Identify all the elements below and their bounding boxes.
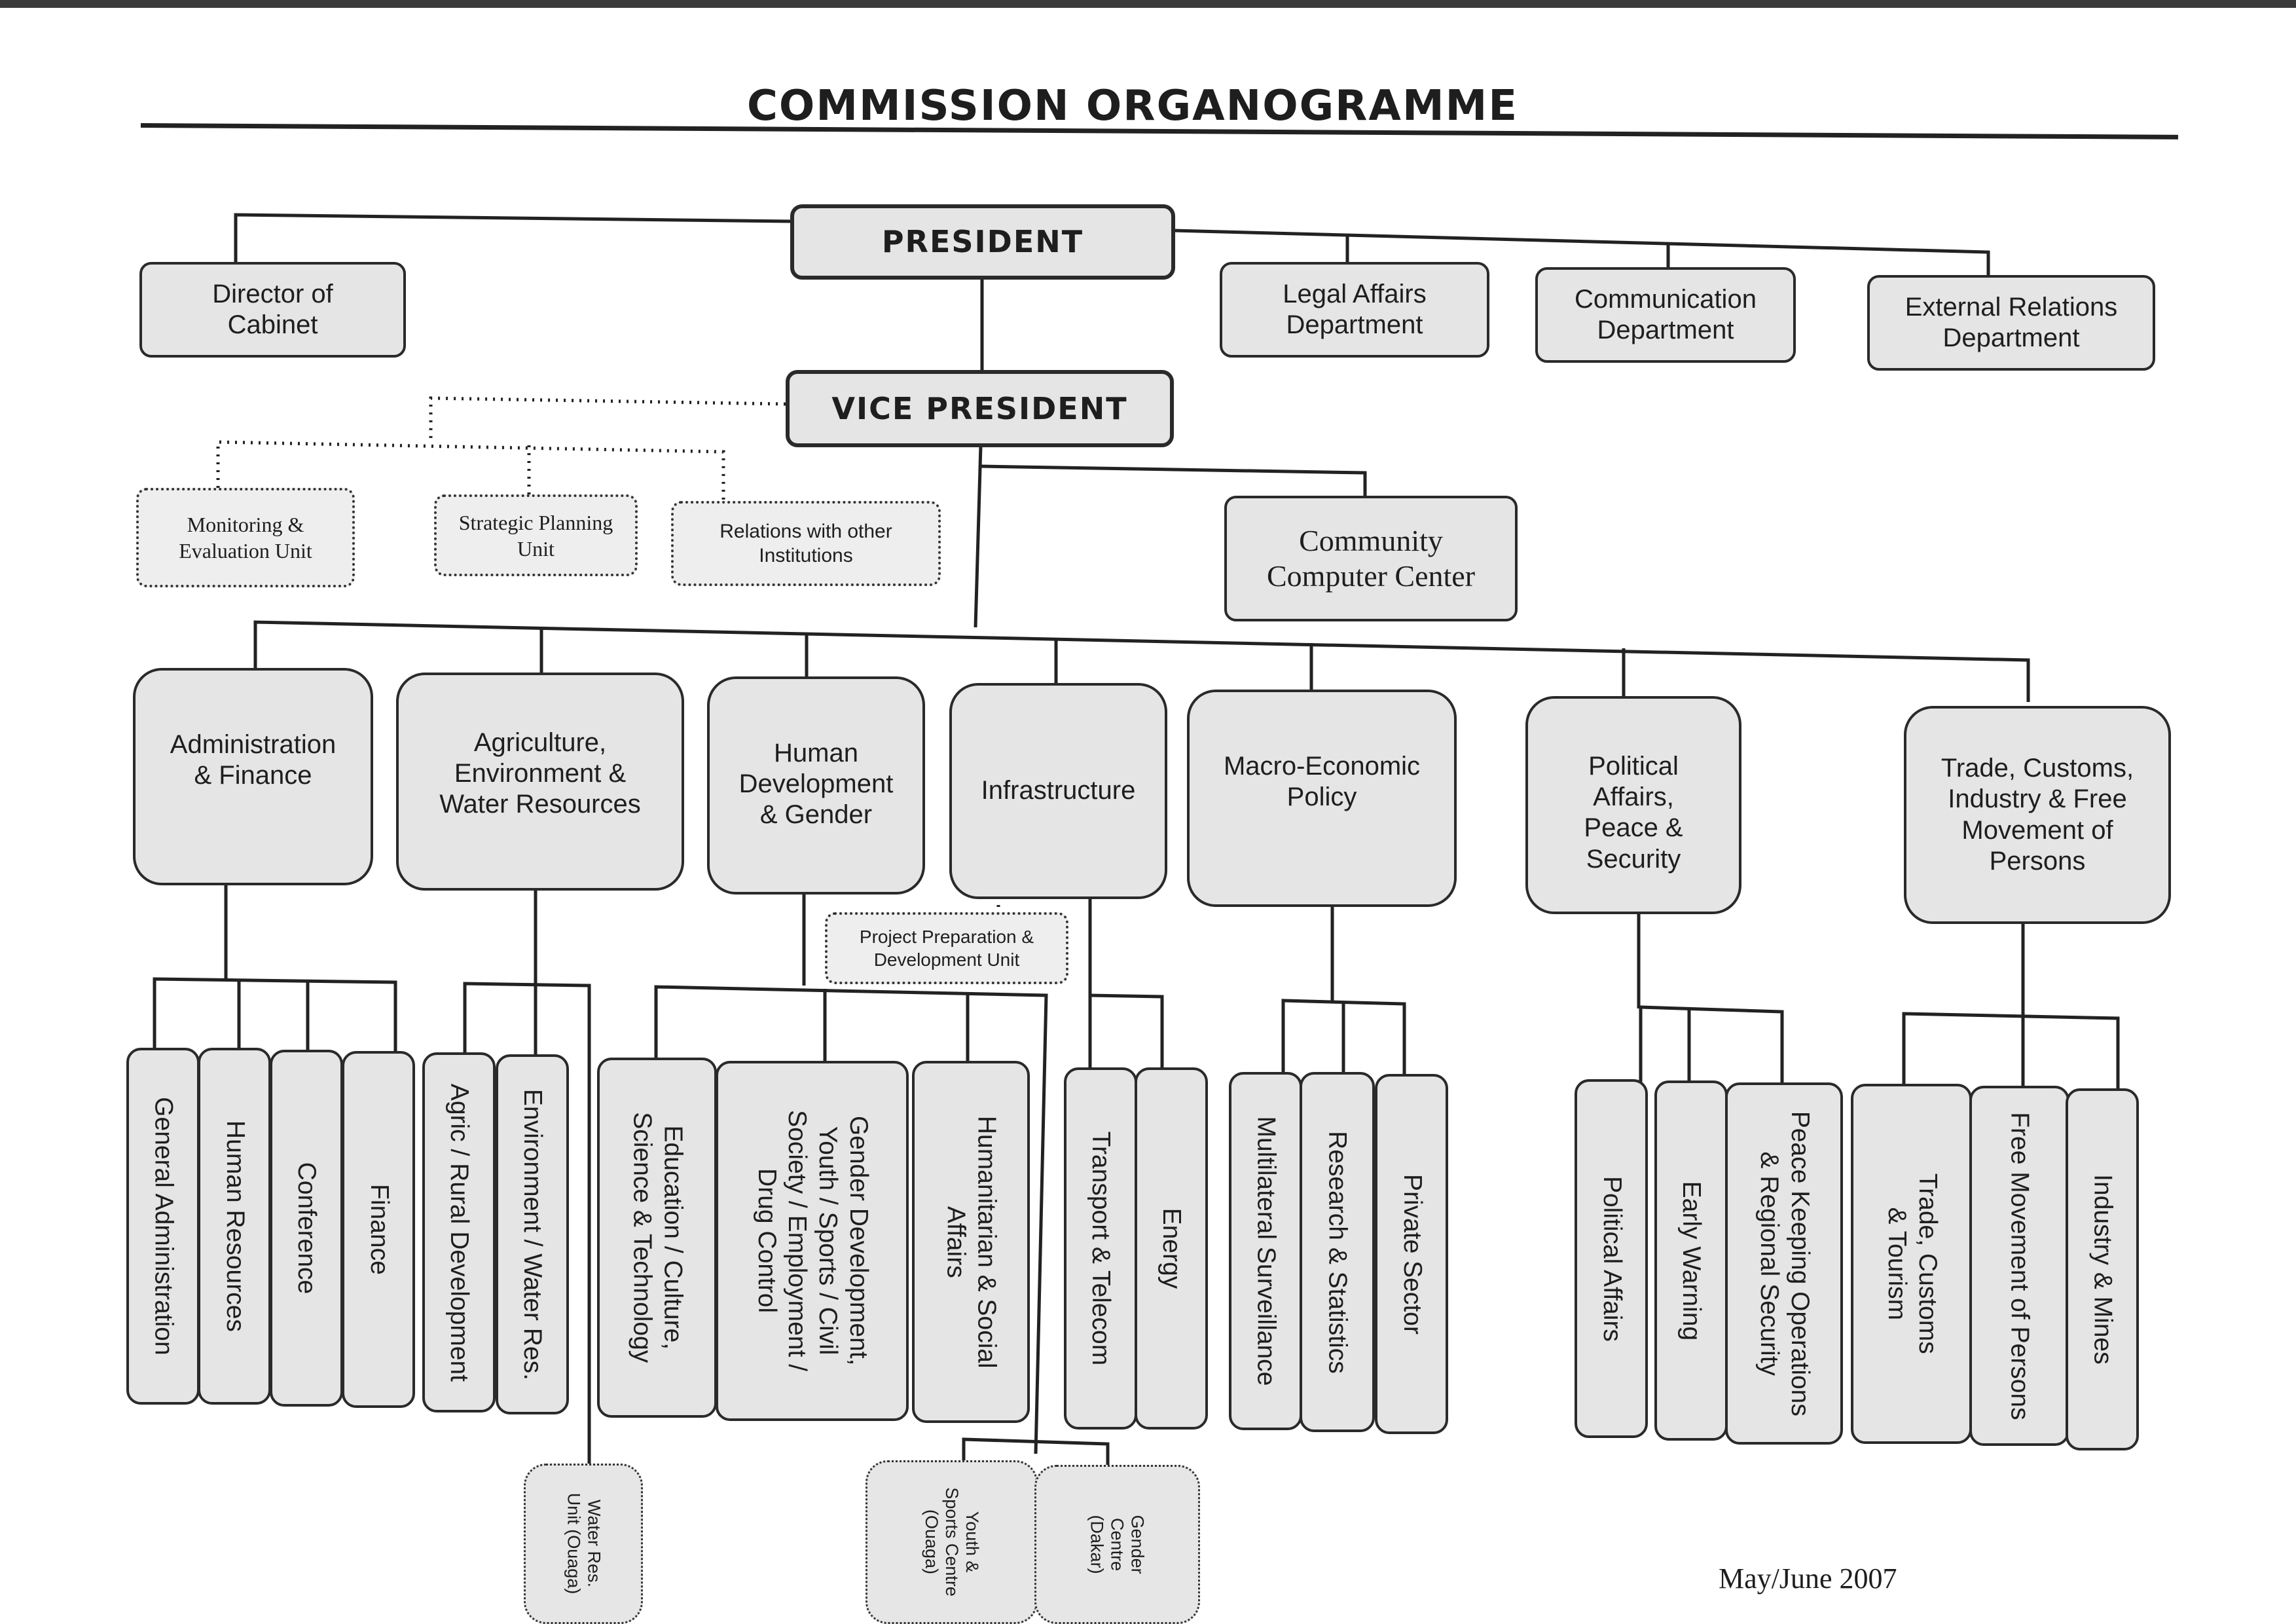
relations-line-2: Institutions <box>759 545 853 566</box>
subunit-label: Trade, Customs <box>1913 1173 1942 1354</box>
dept-label-line: Peace & <box>1584 813 1683 843</box>
date-footer: May/June 2007 <box>1719 1562 1897 1595</box>
centre-gender-dakar <box>1034 1465 1200 1624</box>
dept-label-line: Administration <box>170 730 337 759</box>
subunit-label: Gender Development, <box>845 1116 873 1366</box>
subunit-label: Youth / Sports / Civil <box>814 1126 843 1356</box>
subunit-label: Industry & Mines <box>2088 1174 2117 1365</box>
subunit-label: Research & Statistics <box>1323 1130 1352 1374</box>
subunit-label: Science & Technology <box>628 1112 657 1363</box>
dept-label-line: Development <box>738 769 894 799</box>
subunit-conference <box>270 1050 343 1407</box>
dept-label-line: Affairs, <box>1593 783 1674 812</box>
water-unit-line-1: Water Res. <box>584 1500 604 1588</box>
subunit-label: Human Resources <box>221 1120 249 1332</box>
centre-line: Gender <box>1128 1515 1148 1574</box>
subunit-transport-telecom <box>1064 1067 1137 1430</box>
community-line-1: Community <box>1299 523 1443 557</box>
subunit-humanitarian-social <box>912 1061 1030 1423</box>
connector-community <box>981 466 1365 498</box>
subunit-label: Energy <box>1157 1208 1186 1289</box>
department-macro-economic-policy <box>1187 690 1457 907</box>
subunit-label: Environment / Water Res. <box>519 1088 547 1380</box>
page-title: COMMISSION ORGANOGRAMME <box>746 82 1519 130</box>
dept-label-line: & Gender <box>759 800 873 830</box>
department-infrastructure <box>949 683 1167 899</box>
centre-line: (Ouaga) <box>921 1509 941 1575</box>
subunit-label: Conference <box>293 1162 321 1295</box>
communication-box <box>1535 267 1796 363</box>
community-computer-center-box <box>1224 496 1518 621</box>
department-trade-customs <box>1904 706 2171 924</box>
dept-label-line: Trade, Customs, <box>1941 754 2134 783</box>
strategic-line-2: Unit <box>517 536 555 561</box>
monitoring-line-2: Evaluation Unit <box>179 539 312 563</box>
subunit-gender-youth-sports <box>716 1061 909 1421</box>
department-political-affairs <box>1525 696 1741 914</box>
subunit-label: Multilateral Surveillance <box>1252 1116 1281 1386</box>
president-label: PRESIDENT <box>881 224 1084 260</box>
dept-label-line: Human <box>774 739 858 767</box>
subunit-label: & Tourism <box>1882 1207 1911 1321</box>
subunit-energy <box>1135 1067 1208 1430</box>
subunit-industry-mines <box>2066 1088 2139 1450</box>
dept-label-line: Political <box>1588 752 1679 781</box>
subunit-private-sector <box>1375 1074 1448 1434</box>
centre-line: Youth & <box>962 1511 983 1573</box>
subunit-label: Transport & Telecom <box>1087 1131 1116 1366</box>
dept-label-line: Agriculture, <box>473 728 607 757</box>
community-line-2: Computer Center <box>1266 559 1476 593</box>
dept-label-line: Infrastructure <box>981 776 1136 805</box>
director-line-1: Director of <box>212 279 333 308</box>
centre-youth-sports-ouaga <box>866 1460 1038 1624</box>
dept-label-line: Water Resources <box>439 790 641 819</box>
director-line-2: Cabinet <box>227 310 318 339</box>
strategic-planning-unit <box>434 494 638 576</box>
subunit-research-statistics <box>1300 1072 1375 1432</box>
dept-label-line: Macro-Economic <box>1223 752 1421 781</box>
subunit-education-culture <box>597 1058 717 1418</box>
dept-label-line: Industry & Free <box>1948 784 2127 814</box>
department-administration-finance <box>133 668 373 885</box>
centre-line: Sports Centre <box>942 1487 962 1597</box>
centre-line: Centre <box>1108 1517 1128 1572</box>
department-agriculture-environment <box>396 673 684 891</box>
monitoring-line-1: Monitoring & <box>187 513 304 536</box>
subunit-human-resources <box>198 1048 271 1405</box>
dept-label-line: Movement of <box>1961 815 2113 845</box>
communication-line-1: Communication <box>1575 284 1757 314</box>
legal-line-1: Legal Affairs <box>1283 279 1427 308</box>
connector-vp-trunk <box>975 445 981 627</box>
subunit-label: & Regional Security <box>1755 1151 1783 1376</box>
project-preparation-unit <box>825 912 1068 984</box>
subunit-label: Early Warning <box>1677 1181 1706 1340</box>
subunit-general-administration <box>126 1048 200 1405</box>
subunit-free-movement-persons <box>1969 1086 2069 1446</box>
subunit-label: Private Sector <box>1398 1173 1427 1335</box>
legal-affairs-box <box>1220 262 1489 358</box>
relations-other-institutions-unit <box>671 501 941 586</box>
subunit-finance <box>342 1051 415 1408</box>
communication-line-2: Department <box>1597 316 1734 344</box>
project-line-1: Project Preparation & <box>859 927 1034 947</box>
subunit-multilateral-surveillance <box>1229 1072 1302 1430</box>
subunit-peace-keeping <box>1725 1082 1843 1445</box>
subunit-political-affairs <box>1575 1079 1648 1438</box>
dept-label-line: & Finance <box>194 761 312 790</box>
subunit-label: Free Movement of Persons <box>2005 1111 2034 1420</box>
water-unit-line-2: Unit (Ouaga) <box>563 1493 583 1595</box>
subunit-label: General Administration <box>149 1097 178 1356</box>
project-line-2: Development Unit <box>873 950 1020 970</box>
connector-vp-units <box>431 398 786 442</box>
subunit-label: Finance <box>365 1184 393 1275</box>
strategic-line-1: Strategic Planning <box>458 510 613 534</box>
subunit-label: Humanitarian & Social <box>972 1115 1001 1369</box>
director-of-cabinet-box <box>139 262 406 358</box>
monitoring-evaluation-unit <box>136 488 355 587</box>
subunit-label: Affairs <box>942 1206 971 1278</box>
subunit-agric-rural-development <box>422 1052 496 1412</box>
subunit-label: Political Affairs <box>1597 1175 1626 1342</box>
subunit-label: Education / Culture, <box>659 1125 687 1350</box>
dept-label-line: Persons <box>1989 846 2086 876</box>
dept-label-line: Security <box>1586 844 1681 874</box>
external-relations-box <box>1867 275 2155 371</box>
subunit-early-warning <box>1654 1080 1728 1441</box>
vice-president-label: VICE PRESIDENT <box>831 390 1128 426</box>
relations-line-1: Relations with other <box>720 520 892 542</box>
external-line-2: Department <box>1942 323 2080 352</box>
president-box <box>790 204 1175 280</box>
department-human-development-gender <box>707 676 925 895</box>
subunit-label: Agric / Rural Development <box>445 1083 474 1382</box>
subunit-trade-customs-tourism <box>1851 1084 1972 1444</box>
subunit-label: Peace Keeping Operations <box>1785 1111 1814 1416</box>
vice-president-box <box>786 370 1174 447</box>
external-line-1: External Relations <box>1904 292 2118 322</box>
legal-line-2: Department <box>1286 310 1423 339</box>
unit-water-res-ouaga <box>524 1464 643 1624</box>
subunit-environment-water <box>496 1054 569 1414</box>
subunit-label: Society / Employment / <box>783 1110 812 1372</box>
dept-label-line: Environment & <box>454 759 627 788</box>
subunit-label: Drug Control <box>752 1168 781 1314</box>
connector-director <box>236 215 792 262</box>
centre-line: (Dakar) <box>1087 1515 1107 1574</box>
dept-label-line: Policy <box>1286 783 1357 812</box>
